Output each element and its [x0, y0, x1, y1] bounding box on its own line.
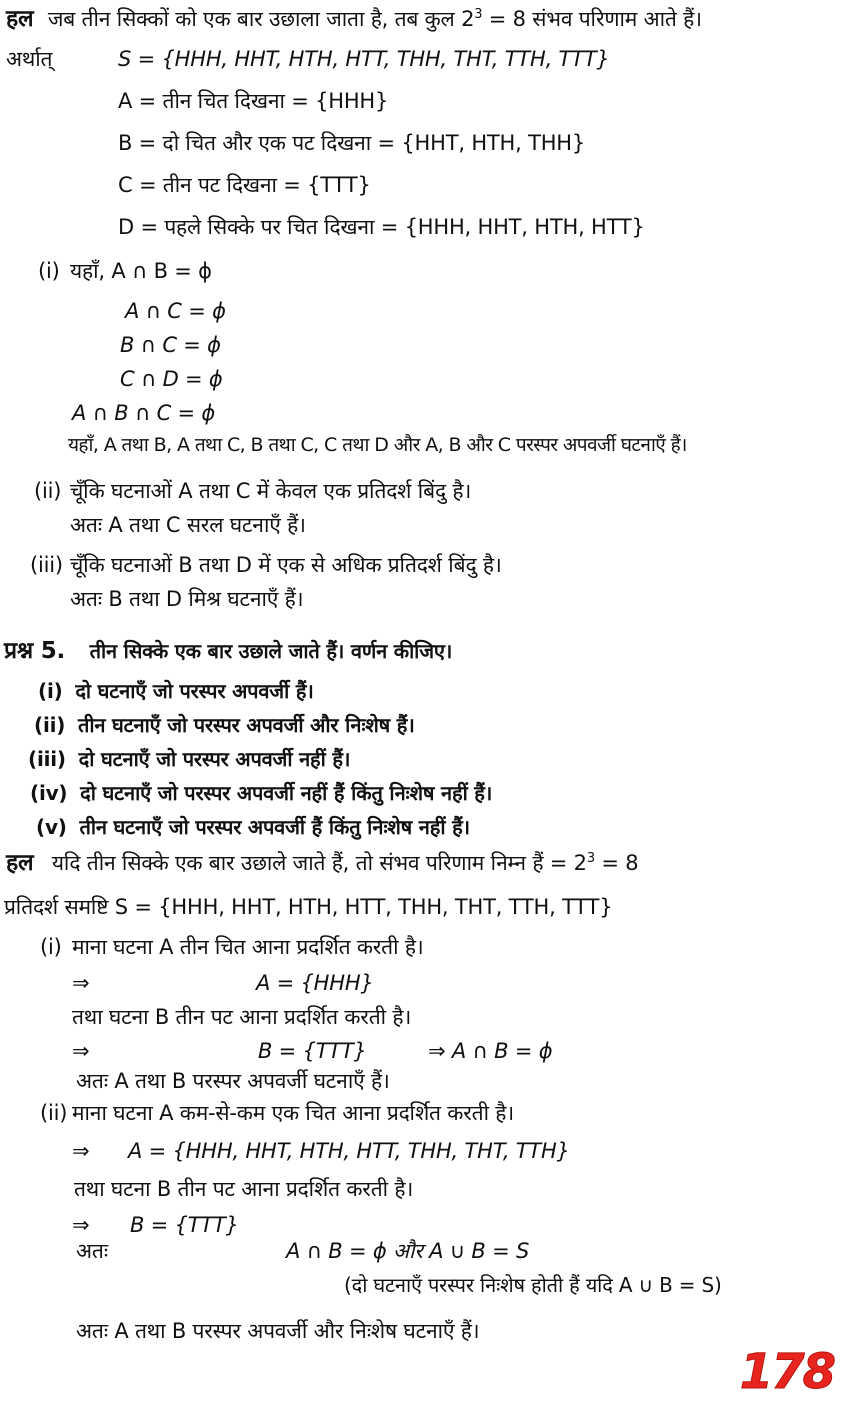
question-item-text: दो घटनाएँ जो परस्पर अपवर्जी हैं। [75, 679, 314, 703]
solution-line [6, 848, 638, 878]
solution-label: हल [6, 850, 34, 876]
sample-space: S = {HHH, HHT, HTH, HTT, THH, THT, TTH, TTT} [118, 47, 610, 71]
intersection-cd: C ∩ D = ϕ [120, 367, 223, 391]
question-item [36, 812, 470, 842]
question-item-num: (iv) [30, 781, 68, 805]
set-a: A = {HHH} [256, 971, 374, 995]
part-ii-label: (ii) [40, 1101, 68, 1125]
event-c-definition: C = तीन पट दिखना = {TTT} [118, 173, 371, 197]
part-i-label: (i) [40, 935, 62, 959]
intersection-ac: A ∩ C = ϕ [125, 299, 226, 323]
event-d-definition: D = पहले सिक्के पर चित दिखना = {HHH, HHT, HTH, HTT} [118, 215, 645, 239]
solution-intro-tail: = 8 [594, 851, 639, 875]
sample-space: प्रतिदर्श समष्टि S = {HHH, HHT, HTH, HTT, THH, THT, TTH, TTT} [4, 895, 613, 919]
part-ii-label: (ii) [34, 479, 62, 503]
question-item-num: (i) [38, 679, 63, 703]
conclusion-mutually-exclusive: यहाँ, A तथा B, A तथा C, B तथा C, C तथा D और A, B और C परस्पर अपवर्जी घटनाएँ हैं। [68, 434, 687, 456]
intersection-bc: B ∩ C = ϕ [120, 333, 221, 357]
solution-label: हल [6, 6, 34, 32]
event-b-definition: B = दो चित और एक पट दिखना = {HHT, HTH, THH} [118, 131, 586, 155]
part-i-text: यहाँ, A ∩ B = ϕ [70, 259, 212, 283]
question-item-text: तीन घटनाएँ जो परस्पर अपवर्जी हैं किंतु निःशेष नहीं हैं। [79, 815, 470, 839]
part-iii-text: चूँकि घटनाओं B तथा D में एक से अधिक प्रतिदर्श बिंदु है। [70, 553, 502, 577]
part-iii-label: (iii) [30, 553, 63, 577]
set-b: B = {TTT} [130, 1213, 239, 1237]
part-ii-text: चूँकि घटनाओं A तथा C में केवल एक प्रतिदर्श बिंदु है। [70, 479, 472, 503]
question-text: तीन सिक्के एक बार उछाले जाते हैं। वर्णन कीजिए। [89, 639, 453, 663]
intersection-abc: A ∩ B ∩ C = ϕ [72, 401, 216, 425]
set-b: B = {TTT} [258, 1039, 367, 1063]
arthat-label: अर्थात् [6, 47, 53, 71]
implies-arrow: ⇒ [72, 1139, 90, 1163]
part-ii-conclusion: अतः A तथा C सरल घटनाएँ हैं। [70, 513, 306, 537]
question-item-text: दो घटनाएँ जो परस्पर अपवर्जी नहीं हैं किंतु निःशेष नहीं हैं। [80, 781, 493, 805]
event-b-intro: तथा घटना B तीन पट आना प्रदर्शित करती है। [72, 1005, 412, 1029]
atah-label: अतः [76, 1239, 108, 1263]
event-a-definition: A = तीन चित दिखना = {HHH} [118, 89, 389, 113]
question-item [28, 744, 350, 774]
question-line [4, 636, 452, 666]
question-item [34, 710, 415, 740]
question-item-text: दो घटनाएँ जो परस्पर अपवर्जी नहीं हैं। [78, 747, 351, 771]
question-item [38, 676, 314, 706]
part-i-label: (i) [38, 259, 60, 283]
question-item-num: (iii) [28, 747, 66, 771]
part-i-conclusion: अतः A तथा B परस्पर अपवर्जी घटनाएँ हैं। [76, 1069, 390, 1093]
question-item-num: (ii) [34, 713, 66, 737]
implies-arrow: ⇒ [72, 1039, 90, 1063]
question-item [30, 778, 492, 808]
solution-line [6, 4, 702, 34]
exponent: 3 [474, 7, 483, 22]
set-a-at-least-one-head: A = {HHH, HHT, HTH, HTT, THH, THT, TTH} [128, 1139, 570, 1163]
implies-arrow: ⇒ [72, 1213, 90, 1237]
part-ii-text: माना घटना A कम-से-कम एक चित आना प्रदर्शित करती है। [72, 1101, 515, 1125]
part-iii-conclusion: अतः B तथा D मिश्र घटनाएँ हैं। [70, 587, 304, 611]
event-b-intro: तथा घटना B तीन पट आना प्रदर्शित करती है। [74, 1177, 414, 1201]
question-item-text: तीन घटनाएँ जो परस्पर अपवर्जी और निःशेष हैं। [77, 713, 415, 737]
solution-intro-tail: = 8 संभव परिणाम आते हैं। [482, 7, 702, 31]
intersection-union-result: A ∩ B = ϕ और A ∪ B = S [286, 1239, 530, 1263]
part-ii-conclusion: अतः A तथा B परस्पर अपवर्जी और निःशेष घटनाएँ हैं। [76, 1319, 480, 1343]
question-item-num: (v) [36, 815, 67, 839]
question-label: प्रश्न 5. [4, 638, 66, 664]
implies-arrow: ⇒ [72, 971, 90, 995]
part-i-text: माना घटना A तीन चित आना प्रदर्शित करती है। [72, 935, 424, 959]
exponent: 3 [586, 851, 595, 866]
exhaustive-note: (दो घटनाएँ परस्पर निःशेष होती हैं यदि A ∪ B = S) [344, 1273, 722, 1297]
solution-intro: यदि तीन सिक्के एक बार उछाले जाते हैं, तो संभव परिणाम निम्न हैं = 2 [51, 851, 587, 875]
intersection-result: ⇒ A ∩ B = ϕ [428, 1039, 553, 1063]
page-number: 178 [739, 1344, 834, 1400]
solution-intro: जब तीन सिक्कों को एक बार उछाला जाता है, तब कुल 2 [47, 7, 475, 31]
